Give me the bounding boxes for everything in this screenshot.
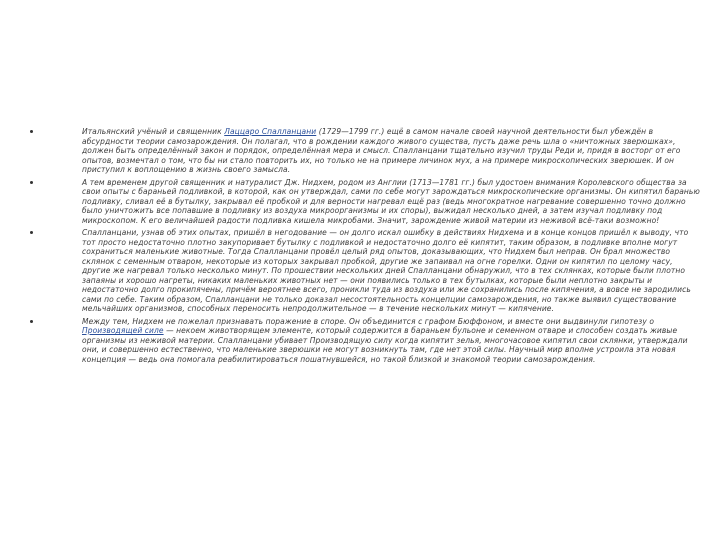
bullet-list [30, 127, 702, 364]
paragraph-text: Спалланцани, узнав об этих опытах, пришёл в негодование — он долго искал ошибку в действиях Нидхема и в конце концов пришёл к выводу, что тот просто недостаточно плотно закупоривает бутылку с подливкой и недостаточно долго её кипятит, таким образом, в подливке вполне могут сохраниться маленькие животные. Тогда Спалланцани провёл целый ряд опытов, доказывающих, что Нидхем был неправ. Он брал множество склянок с семенным отваром, некоторые из которых закрывал пробкой, другие же запаивал на огне горелки. Одни он кипятил по целому часу, другие же нагревал только несколько минут. По прошествии нескольких дней Спалланцани обнаружил, что в тех склянках, которые были плотно запаяны и хорошо нагреты, никаких маленьких животных нет — они появились только в тех бутылках, которые были неплотно закрыты и недостаточно долго прокипячены, причём вероятнее всего, проникли туда из воздуха или же сохранились после кипячения, а вовсе не зародились сами по себе. Таким образом, Спалланцани не только доказал несостоятельность концепции самозарождения, но также выявил существование мельчайших организмов, способных переносить непродолжительное — в течение нескольких минут — кипячение. [82, 228, 691, 313]
bullet-icon [30, 181, 33, 184]
paragraph-text-before: Итальянский учёный и священник [82, 127, 225, 136]
spallanzani-link[interactable]: Лаццаро Спалланцани [224, 127, 317, 136]
productive-force-link[interactable]: Производящей силе [82, 326, 164, 335]
list-item [30, 178, 702, 226]
bullet-icon [30, 320, 33, 323]
list-item [30, 127, 702, 175]
bullet-icon [30, 231, 33, 234]
list-item [30, 317, 702, 365]
paragraph-text-before: Между тем, Нидхем не пожелал признавать поражение в споре. Он объединится с графом Бюффоном, и вместе они выдвинули гипотезу о [82, 316, 655, 326]
bullet-icon [30, 130, 33, 133]
paragraph-text: А тем временем другой священник и натуралист Дж. Нидхем, родом из Англии (1713—1781 гг.) был удостоен внимания Королевского общества за свои опыты с бараньей подливкой, в которой, как он утверждал, сами по себе могут зарождаться микроскопические организмы. Он кипятил баранью подливку, сливал её в бутылку, закрывал её пробкой и для верности нагревал ещё раз (ведь многократное нагревание совершенно точно должно было уничтожить все попавшие в подливку из воздуха микроорганизмы и их споры), выжидал несколько дней, а затем изучал подливку под микроскопом. К его величайшей радости подливка кишела микробами. Значит, зарождение живой материи из неживой всё-таки возможно! [82, 177, 700, 225]
paragraph-text-after: (1729—1799 гг.) ещё в самом начале своей научной деятельности был убеждён в абсурдности теории самозарождения. Он полагал, что в рождении каждого живого существа, пусть даже речь шла о «ничтожных зверюшках», должен быть определённый закон и порядок, определённая мера и смысл. Спалланцани тщательно изучил труды Реди и, придя в восторг от его опытов, возмечтал о том, что бы ни стало повторить их, но только не на примере личинок мух, а на примере микроскопических зверюшек. И он приступил к воплощению в жизнь своего замысла. [82, 127, 681, 174]
list-item [30, 228, 702, 314]
paragraph-text-after: — некоем животворящем элементе, который содержится в бараньем бульоне и семенном отваре и способен создать живые организмы из неживой материи. Спалланцани убивает Производящую силу когда кипятит зелья, многочасовое кипятил свои склянки, утверждали они, и совершенно естественно, что маленькие зверюшки не могут возникнуть там, где нет этой силы. Научный мир вполне устроила эта новая концепция — ведь она помогала реабилитироваться пошатнувшейся, но такой близкой и знакомой теории самозарождения. [82, 326, 688, 364]
